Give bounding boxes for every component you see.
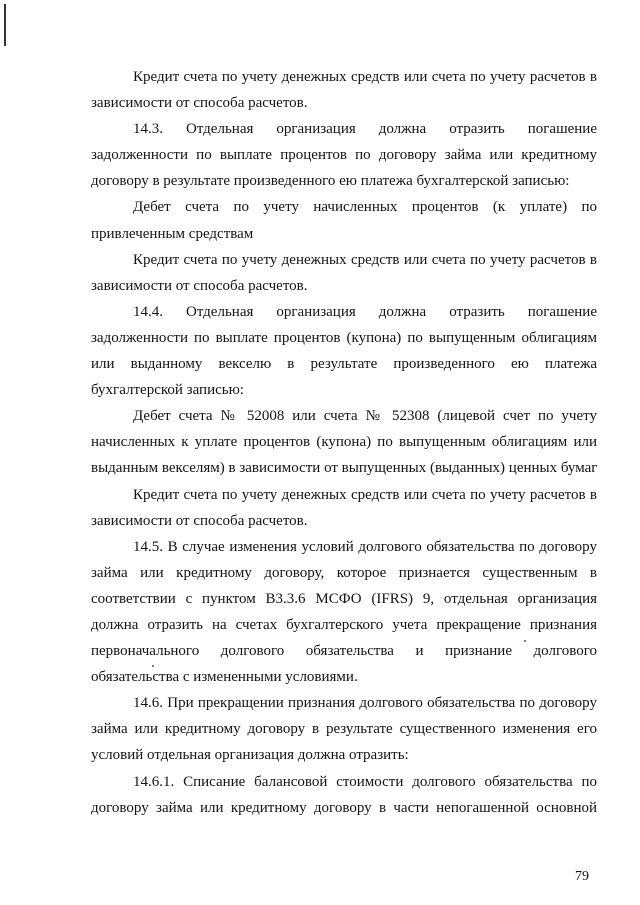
text-line: соответствии с пунктом B3.3.6 МСФО (IFRS) 9, отдельная организация [91, 590, 597, 607]
clause-14-3-heading: 14.3. Отдельная организация должна отразить погашение [133, 121, 597, 138]
text-line: должна отразить на счетах бухгалтерского учета прекращение признания [91, 616, 597, 633]
text-line: займа или кредитному договору в результате существенного изменения его [91, 721, 597, 738]
text-line: Кредит счета по учету денежных средств или счета по учету расчетов в [133, 486, 597, 503]
clause-14-5-heading: 14.5. В случае изменения условий долгового обязательства по договору [133, 538, 597, 555]
clause-14-4-heading: 14.4. Отдельная организация должна отразить погашение [133, 303, 597, 320]
clause-14-6-heading: 14.6. При прекращении признания долгового обязательства по договору [133, 695, 597, 712]
text-line: первоначального долгового обязательства и признание долгового [91, 643, 597, 660]
text-line: или выданному векселю в результате произведенного ею платежа [91, 356, 597, 373]
text-line: обязательства с измененными условиями. [91, 669, 358, 686]
text-line: условий отдельная организация должна отразить: [91, 747, 409, 764]
text-line: бухгалтерской записью: [91, 382, 244, 399]
text-line: Дебет счета по учету начисленных процентов (к уплате) по [133, 199, 597, 216]
page-number: 79 [575, 869, 589, 884]
text-line: займа или кредитному договору, которое признается существенным в [91, 564, 597, 581]
text-line: договору займа или кредитному договору в части непогашенной основной [91, 799, 597, 816]
text-line: зависимости от способа расчетов. [91, 512, 308, 529]
scan-margin-mark [4, 4, 6, 46]
text-line: Кредит счета по учету денежных средств или счета по учету расчетов в [133, 251, 597, 268]
text-line: зависимости от способа расчетов. [91, 277, 308, 294]
text-line: начисленных к уплате процентов (купона) по выпущенным облигациям или [91, 434, 597, 451]
text-line: задолженности по выплате процентов (купона) по выпущенным облигациям [91, 329, 597, 346]
text-line: привлеченным средствам [91, 225, 254, 242]
text-line: договору в результате произведенного ею платежа бухгалтерской записью: [91, 173, 570, 190]
text-line: выданным векселям) в зависимости от выпущенных (выданных) ценных бумаг [91, 460, 597, 477]
text-line: Дебет счета № 52008 или счета № 52308 (лицевой счет по учету [133, 408, 597, 425]
document-body [91, 64, 597, 821]
clause-14-6-1-heading: 14.6.1. Списание балансовой стоимости долгового обязательства по [133, 773, 597, 790]
text-line: зависимости от способа расчетов. [91, 95, 308, 112]
text-line: Кредит счета по учету денежных средств или счета по учету расчетов в [133, 69, 597, 85]
text-line: задолженности по выплате процентов по договору займа или кредитному [91, 147, 597, 164]
